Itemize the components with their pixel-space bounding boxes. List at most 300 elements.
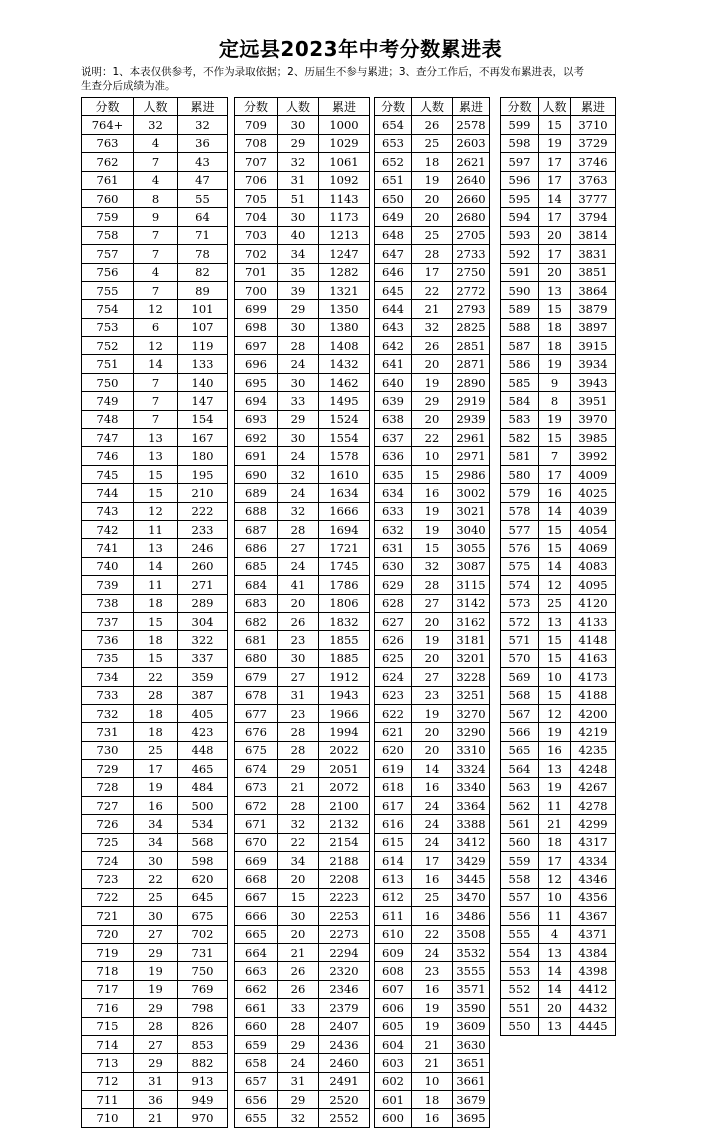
- cell-score: 683: [235, 594, 278, 612]
- cell-cumulative: 2871: [453, 355, 490, 373]
- cell-score: 654: [375, 116, 412, 134]
- cell-cumulative: 1321: [319, 281, 370, 299]
- cell-cumulative: 2294: [319, 943, 370, 961]
- cell-score: 755: [82, 281, 134, 299]
- table-row: [375, 429, 490, 447]
- cell-count: 13: [539, 760, 571, 778]
- table-row: [82, 852, 228, 870]
- table-row: [375, 686, 490, 704]
- table-row: [82, 631, 228, 649]
- cell-count: 19: [134, 980, 178, 998]
- table-row: [375, 226, 490, 244]
- cell-cumulative: 3002: [453, 484, 490, 502]
- cell-cumulative: 2407: [319, 1017, 370, 1035]
- cell-cumulative: 3814: [571, 226, 616, 244]
- table-row: [235, 796, 370, 814]
- cell-count: 24: [278, 1054, 319, 1072]
- cell-cumulative: 289: [178, 594, 228, 612]
- table-row: [235, 833, 370, 851]
- cell-cumulative: 913: [178, 1072, 228, 1090]
- cell-count: 6: [134, 318, 178, 336]
- cell-count: 25: [412, 134, 453, 152]
- cell-cumulative: 1495: [319, 392, 370, 410]
- cell-cumulative: 2772: [453, 281, 490, 299]
- cell-count: 15: [412, 539, 453, 557]
- cell-score: 708: [235, 134, 278, 152]
- cell-cumulative: 3864: [571, 281, 616, 299]
- cell-cumulative: 826: [178, 1017, 228, 1035]
- cell-cumulative: 1173: [319, 208, 370, 226]
- table-row: [235, 520, 370, 538]
- cell-cumulative: 2520: [319, 1091, 370, 1109]
- cell-score: 680: [235, 649, 278, 667]
- cell-cumulative: 3388: [453, 815, 490, 833]
- cell-count: 12: [134, 337, 178, 355]
- cell-score: 647: [375, 245, 412, 263]
- cell-score: 574: [501, 576, 539, 594]
- cell-cumulative: 4148: [571, 631, 616, 649]
- cell-cumulative: 2851: [453, 337, 490, 355]
- cell-count: 34: [278, 852, 319, 870]
- cell-cumulative: 4120: [571, 594, 616, 612]
- cell-count: 29: [134, 943, 178, 961]
- cell-cumulative: 3992: [571, 447, 616, 465]
- cell-score: 719: [82, 943, 134, 961]
- table-row: [82, 300, 228, 318]
- cell-cumulative: 3445: [453, 870, 490, 888]
- cell-cumulative: 4432: [571, 999, 616, 1017]
- cell-count: 17: [539, 465, 571, 483]
- table-row: [375, 852, 490, 870]
- cell-score: 645: [375, 281, 412, 299]
- cell-cumulative: 3340: [453, 778, 490, 796]
- cell-count: 25: [412, 888, 453, 906]
- cell-score: 581: [501, 447, 539, 465]
- cell-score: 619: [375, 760, 412, 778]
- cell-score: 674: [235, 760, 278, 778]
- cell-count: 15: [134, 649, 178, 667]
- header-score: 分数: [375, 98, 412, 116]
- table-row: [501, 429, 616, 447]
- table-row: [375, 557, 490, 575]
- table-row: [501, 392, 616, 410]
- cell-score: 614: [375, 852, 412, 870]
- cell-score: 728: [82, 778, 134, 796]
- cell-count: 29: [134, 1054, 178, 1072]
- table-row: [375, 189, 490, 207]
- cell-score: 667: [235, 888, 278, 906]
- table-row: [235, 373, 370, 391]
- table-row: [501, 723, 616, 741]
- cell-score: 568: [501, 686, 539, 704]
- cell-cumulative: 949: [178, 1091, 228, 1109]
- cell-count: 32: [412, 318, 453, 336]
- cell-score: 685: [235, 557, 278, 575]
- header-score: 分数: [235, 98, 278, 116]
- cell-count: 14: [539, 962, 571, 980]
- cell-cumulative: 2939: [453, 410, 490, 428]
- cell-score: 608: [375, 962, 412, 980]
- cell-count: 35: [278, 263, 319, 281]
- cell-cumulative: 3985: [571, 429, 616, 447]
- cell-count: 24: [278, 557, 319, 575]
- cell-count: 30: [278, 116, 319, 134]
- cell-score: 623: [375, 686, 412, 704]
- cell-count: 20: [278, 594, 319, 612]
- table-row: [235, 888, 370, 906]
- cell-score: 717: [82, 980, 134, 998]
- cell-cumulative: 405: [178, 704, 228, 722]
- cell-cumulative: 3763: [571, 171, 616, 189]
- cell-score: 699: [235, 300, 278, 318]
- cell-count: 8: [134, 189, 178, 207]
- cell-cumulative: 3228: [453, 668, 490, 686]
- cell-count: 7: [134, 392, 178, 410]
- cell-count: 13: [539, 281, 571, 299]
- table-row: [235, 392, 370, 410]
- table-row: [375, 999, 490, 1017]
- table-row: [82, 980, 228, 998]
- cell-score: 710: [82, 1109, 134, 1127]
- table-row: [501, 245, 616, 263]
- cell-cumulative: 2552: [319, 1109, 370, 1127]
- cell-cumulative: 2188: [319, 852, 370, 870]
- cell-count: 16: [412, 778, 453, 796]
- table-row: [235, 300, 370, 318]
- table-row: [375, 594, 490, 612]
- cell-count: 31: [278, 1072, 319, 1090]
- table-row: [82, 502, 228, 520]
- table-row: [82, 337, 228, 355]
- table-row: [501, 576, 616, 594]
- cell-score: 734: [82, 668, 134, 686]
- cell-count: 19: [539, 134, 571, 152]
- cell-cumulative: 43: [178, 153, 228, 171]
- table-row: [235, 649, 370, 667]
- cell-score: 682: [235, 612, 278, 630]
- cell-score: 763: [82, 134, 134, 152]
- cell-cumulative: 2379: [319, 999, 370, 1017]
- cell-cumulative: 387: [178, 686, 228, 704]
- cell-score: 555: [501, 925, 539, 943]
- table-row: [82, 1035, 228, 1053]
- cell-score: 657: [235, 1072, 278, 1090]
- table-row: [82, 612, 228, 630]
- cell-cumulative: 167: [178, 429, 228, 447]
- cell-score: 721: [82, 907, 134, 925]
- table-row: [375, 245, 490, 263]
- cell-score: 594: [501, 208, 539, 226]
- table-row: [235, 980, 370, 998]
- cell-score: 620: [375, 741, 412, 759]
- table-row: [235, 1072, 370, 1090]
- table-row: [82, 208, 228, 226]
- header-cumulative: 累进: [178, 98, 228, 116]
- cell-cumulative: 1578: [319, 447, 370, 465]
- cell-count: 32: [278, 815, 319, 833]
- cell-score: 634: [375, 484, 412, 502]
- cell-cumulative: 1694: [319, 520, 370, 538]
- cell-score: 693: [235, 410, 278, 428]
- cell-score: 748: [82, 410, 134, 428]
- table-row: [375, 153, 490, 171]
- cell-count: 10: [412, 1072, 453, 1090]
- cell-score: 716: [82, 999, 134, 1017]
- note-text: 说明：1、本表仅供参考，不作为录取依据；2、历届生不参与累进；3、查分工作后，不再发布累进表，以考 生查分后成绩为准。: [81, 66, 585, 92]
- cell-count: 40: [278, 226, 319, 244]
- cell-score: 759: [82, 208, 134, 226]
- cell-score: 586: [501, 355, 539, 373]
- cell-count: 16: [412, 1109, 453, 1127]
- cell-cumulative: 568: [178, 833, 228, 851]
- cell-score: 584: [501, 392, 539, 410]
- cell-score: 592: [501, 245, 539, 263]
- table-row: [82, 465, 228, 483]
- cell-count: 14: [539, 557, 571, 575]
- table-row: [375, 116, 490, 134]
- cell-count: 21: [278, 778, 319, 796]
- cell-score: 762: [82, 153, 134, 171]
- cell-cumulative: 3412: [453, 833, 490, 851]
- table-row: [82, 410, 228, 428]
- cell-score: 705: [235, 189, 278, 207]
- cell-score: 629: [375, 576, 412, 594]
- cell-count: 19: [412, 1017, 453, 1035]
- cell-count: 26: [278, 612, 319, 630]
- cell-score: 603: [375, 1054, 412, 1072]
- cell-count: 27: [134, 1035, 178, 1053]
- cell-cumulative: 4009: [571, 465, 616, 483]
- cell-cumulative: 2660: [453, 189, 490, 207]
- page-title: 定远县2023年中考分数累进表: [218, 37, 503, 61]
- cell-score: 764+: [82, 116, 134, 134]
- cell-score: 688: [235, 502, 278, 520]
- cell-score: 754: [82, 300, 134, 318]
- table-row: [235, 171, 370, 189]
- table-row: [501, 649, 616, 667]
- header-count: 人数: [539, 98, 571, 116]
- cell-score: 606: [375, 999, 412, 1017]
- cell-score: 662: [235, 980, 278, 998]
- cell-cumulative: 304: [178, 612, 228, 630]
- cell-count: 19: [412, 631, 453, 649]
- cell-count: 19: [412, 999, 453, 1017]
- cell-cumulative: 2919: [453, 392, 490, 410]
- cell-count: 20: [412, 723, 453, 741]
- cell-cumulative: 154: [178, 410, 228, 428]
- cell-score: 741: [82, 539, 134, 557]
- cell-cumulative: 4219: [571, 723, 616, 741]
- cell-count: 20: [412, 741, 453, 759]
- cell-cumulative: 2603: [453, 134, 490, 152]
- cell-cumulative: 3970: [571, 410, 616, 428]
- cell-count: 23: [278, 631, 319, 649]
- cell-score: 582: [501, 429, 539, 447]
- table-row: [235, 355, 370, 373]
- cell-cumulative: 4346: [571, 870, 616, 888]
- table-row: [501, 226, 616, 244]
- cell-score: 595: [501, 189, 539, 207]
- cell-score: 610: [375, 925, 412, 943]
- table-row: [82, 557, 228, 575]
- table-row: [501, 502, 616, 520]
- table-row: [501, 337, 616, 355]
- cell-count: 16: [412, 907, 453, 925]
- table-row: [82, 1109, 228, 1127]
- cell-count: 17: [539, 245, 571, 263]
- cell-score: 692: [235, 429, 278, 447]
- table-row: [235, 226, 370, 244]
- table-row: [82, 1054, 228, 1072]
- cell-score: 732: [82, 704, 134, 722]
- cell-count: 14: [539, 502, 571, 520]
- cell-count: 36: [134, 1091, 178, 1109]
- cell-count: 4: [539, 925, 571, 943]
- cell-score: 636: [375, 447, 412, 465]
- cell-cumulative: 702: [178, 925, 228, 943]
- cell-count: 15: [539, 686, 571, 704]
- table-row: [375, 281, 490, 299]
- cell-cumulative: 4398: [571, 962, 616, 980]
- cell-score: 655: [235, 1109, 278, 1127]
- table-row: [235, 134, 370, 152]
- cell-score: 589: [501, 300, 539, 318]
- table-row: [501, 189, 616, 207]
- header-count: 人数: [412, 98, 453, 116]
- cell-count: 16: [134, 796, 178, 814]
- cell-score: 718: [82, 962, 134, 980]
- table-row: [375, 870, 490, 888]
- table-row: [82, 116, 228, 134]
- cell-cumulative: 260: [178, 557, 228, 575]
- cell-count: 4: [134, 134, 178, 152]
- cell-cumulative: 4188: [571, 686, 616, 704]
- cell-cumulative: 3651: [453, 1054, 490, 1072]
- cell-cumulative: 233: [178, 520, 228, 538]
- cell-score: 676: [235, 723, 278, 741]
- cell-score: 689: [235, 484, 278, 502]
- cell-score: 752: [82, 337, 134, 355]
- table-row: [501, 943, 616, 961]
- cell-count: 20: [412, 208, 453, 226]
- cell-cumulative: 133: [178, 355, 228, 373]
- table-row: [82, 226, 228, 244]
- cell-cumulative: 2890: [453, 373, 490, 391]
- cell-count: 12: [134, 502, 178, 520]
- cell-count: 8: [539, 392, 571, 410]
- cell-count: 28: [134, 1017, 178, 1035]
- cell-count: 23: [278, 704, 319, 722]
- cell-cumulative: 3777: [571, 189, 616, 207]
- table-row: [235, 741, 370, 759]
- cell-score: 625: [375, 649, 412, 667]
- cell-count: 20: [412, 649, 453, 667]
- table-row: [235, 594, 370, 612]
- cell-count: 34: [134, 815, 178, 833]
- cell-score: 590: [501, 281, 539, 299]
- table-row: [82, 778, 228, 796]
- table-row: [375, 649, 490, 667]
- table-row: [235, 686, 370, 704]
- table-row: [82, 1072, 228, 1090]
- cell-score: 635: [375, 465, 412, 483]
- cell-count: 23: [412, 962, 453, 980]
- cell-cumulative: 2971: [453, 447, 490, 465]
- cell-count: 18: [134, 594, 178, 612]
- cell-cumulative: 64: [178, 208, 228, 226]
- cell-cumulative: 3532: [453, 943, 490, 961]
- cell-cumulative: 1061: [319, 153, 370, 171]
- cell-score: 633: [375, 502, 412, 520]
- cell-count: 32: [134, 116, 178, 134]
- cell-cumulative: 2436: [319, 1035, 370, 1053]
- cell-cumulative: 3181: [453, 631, 490, 649]
- table-row: [501, 962, 616, 980]
- cell-count: 20: [539, 263, 571, 281]
- cell-count: 22: [412, 429, 453, 447]
- cell-score: 639: [375, 392, 412, 410]
- table-row: [235, 263, 370, 281]
- table-row: [82, 373, 228, 391]
- cell-score: 691: [235, 447, 278, 465]
- cell-score: 641: [375, 355, 412, 373]
- cell-cumulative: 4371: [571, 925, 616, 943]
- cell-count: 22: [412, 281, 453, 299]
- table-row: [235, 907, 370, 925]
- table-row: [501, 116, 616, 134]
- cell-score: 576: [501, 539, 539, 557]
- table-row: [375, 171, 490, 189]
- cell-cumulative: 3270: [453, 704, 490, 722]
- table-row: [501, 980, 616, 998]
- table-row: [82, 686, 228, 704]
- cell-score: 550: [501, 1017, 539, 1035]
- cell-cumulative: 1806: [319, 594, 370, 612]
- cell-count: 23: [412, 686, 453, 704]
- cell-count: 28: [278, 1017, 319, 1035]
- cell-cumulative: 3679: [453, 1091, 490, 1109]
- cell-cumulative: 3486: [453, 907, 490, 925]
- table-row: [501, 484, 616, 502]
- cell-count: 9: [134, 208, 178, 226]
- cell-count: 17: [539, 852, 571, 870]
- cell-cumulative: 2961: [453, 429, 490, 447]
- cell-cumulative: 4299: [571, 815, 616, 833]
- table-row: [235, 760, 370, 778]
- cell-cumulative: 798: [178, 999, 228, 1017]
- table-row: [375, 943, 490, 961]
- cell-score: 698: [235, 318, 278, 336]
- cell-count: 7: [134, 245, 178, 263]
- header-score: 分数: [82, 98, 134, 116]
- cell-count: 19: [134, 962, 178, 980]
- cell-count: 28: [412, 245, 453, 263]
- cell-count: 33: [278, 392, 319, 410]
- table-row: [82, 355, 228, 373]
- cell-cumulative: 1994: [319, 723, 370, 741]
- cell-cumulative: 2072: [319, 778, 370, 796]
- cell-score: 664: [235, 943, 278, 961]
- cell-cumulative: 4356: [571, 888, 616, 906]
- table-row: [501, 447, 616, 465]
- cell-count: 4: [134, 171, 178, 189]
- cell-cumulative: 1943: [319, 686, 370, 704]
- cell-score: 675: [235, 741, 278, 759]
- cell-count: 31: [278, 171, 319, 189]
- cell-score: 562: [501, 796, 539, 814]
- cell-cumulative: 3508: [453, 925, 490, 943]
- cell-score: 697: [235, 337, 278, 355]
